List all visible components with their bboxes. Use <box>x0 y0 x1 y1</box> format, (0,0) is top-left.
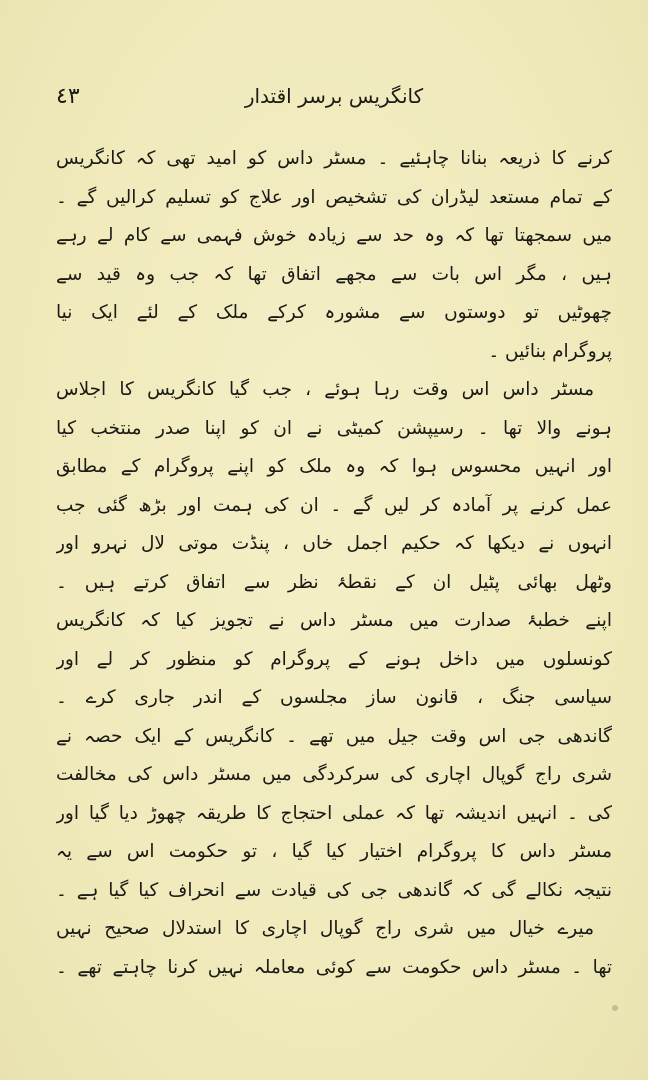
paper-speck <box>612 1005 618 1011</box>
text-line: کے تمام مستعد لیڈران کی تشخیص اور علاج کو تسلیم کرالیں گے ۔ <box>56 186 612 208</box>
text-line: کی ۔ انہیں اندیشہ تھا کہ عملی احتجاج کا طریقہ چھوڑ دیا گیا اور <box>56 802 612 824</box>
text-line: عمل کرنے پر آمادہ کر لیں گے ۔ ان کی ہمت اور بڑھ گئی جب <box>56 494 612 516</box>
text-line: میں سمجھتا تھا کہ وہ حد سے زیادہ خوش فہمی سے کام لے رہے <box>56 225 612 246</box>
paragraph-1 <box>56 140 612 371</box>
text-line: اپنے خطبۂ صدارت میں مسٹر داس نے تجویز کیا کہ کانگریس <box>56 610 612 631</box>
text-line: پروگرام بنائیں ۔ <box>488 340 612 362</box>
text-line: چھوٹیں تو دوستوں سے مشورہ کرکے ملک کے لئے ایک نیا <box>56 302 612 323</box>
text-line: اور انہیں محسوس ہوا کہ وہ ملک کو اپنے پروگرام کے مطابق <box>56 456 612 477</box>
text-line: شری راج گوپال اچاری کی سرکردگی میں مسٹر داس کی مخالفت <box>56 764 612 785</box>
text-line: گاندھی جی اس وقت جیل میں تھے ۔ کانگریس کے ایک حصہ نے <box>56 725 612 747</box>
text-line: مسٹر داس کا پروگرام اختیار کیا گیا ، تو حکومت اس سے یہ <box>56 841 612 862</box>
page-number: ٤٣ <box>56 84 80 109</box>
text-line: سیاسی جنگ ، قانون ساز مجلسوں کے اندر جاری کرے ۔ <box>56 687 612 708</box>
text-line: ہیں ، مگر اس بات سے مجھے اتفاق تھا کہ جب وہ قید سے <box>56 263 612 285</box>
page-header <box>56 82 612 116</box>
paragraph-3 <box>56 910 612 987</box>
text-line: انہوں نے دیکھا کہ حکیم اجمل خاں ، پنڈت موتی لال نہرو اور <box>56 533 612 554</box>
text-line: تھا ۔ مسٹر داس حکومت سے کوئی معاملہ نہیں کرنا چاہتے تھے ۔ <box>56 956 612 978</box>
paragraph-2 <box>56 371 612 910</box>
text-line: ہونے والا تھا ۔ رسیپشن کمیٹی نے ان کو اپنا صدر منتخب کیا <box>56 417 612 439</box>
text-line: کرنے کا ذریعہ بنانا چاہئیے ۔ مسٹر داس کو امید تھی کہ کانگریس <box>56 148 612 169</box>
running-title: کانگریس برسر اقتدار <box>244 84 424 108</box>
text-line: مسٹر داس اس وقت رہا ہوئے ، جب گیا کانگریس کا اجلاس <box>56 379 594 400</box>
text-line: کونسلوں میں داخل ہونے کے پروگرام کو منظور کر لے اور <box>56 648 612 670</box>
page-body-text <box>56 140 612 987</box>
text-line: میرے خیال میں شری راج گوپال اچاری کا استدلال صحیح نہیں <box>56 918 594 939</box>
text-line: وٹھل بھائی پٹیل ان کے نقطۂ نظر سے اتفاق کرتے ہیں ۔ <box>56 571 612 593</box>
text-line: نتیجہ نکالے گی کہ گاندھی جی کی قیادت سے انحراف کیا گیا ہے ۔ <box>56 879 612 901</box>
